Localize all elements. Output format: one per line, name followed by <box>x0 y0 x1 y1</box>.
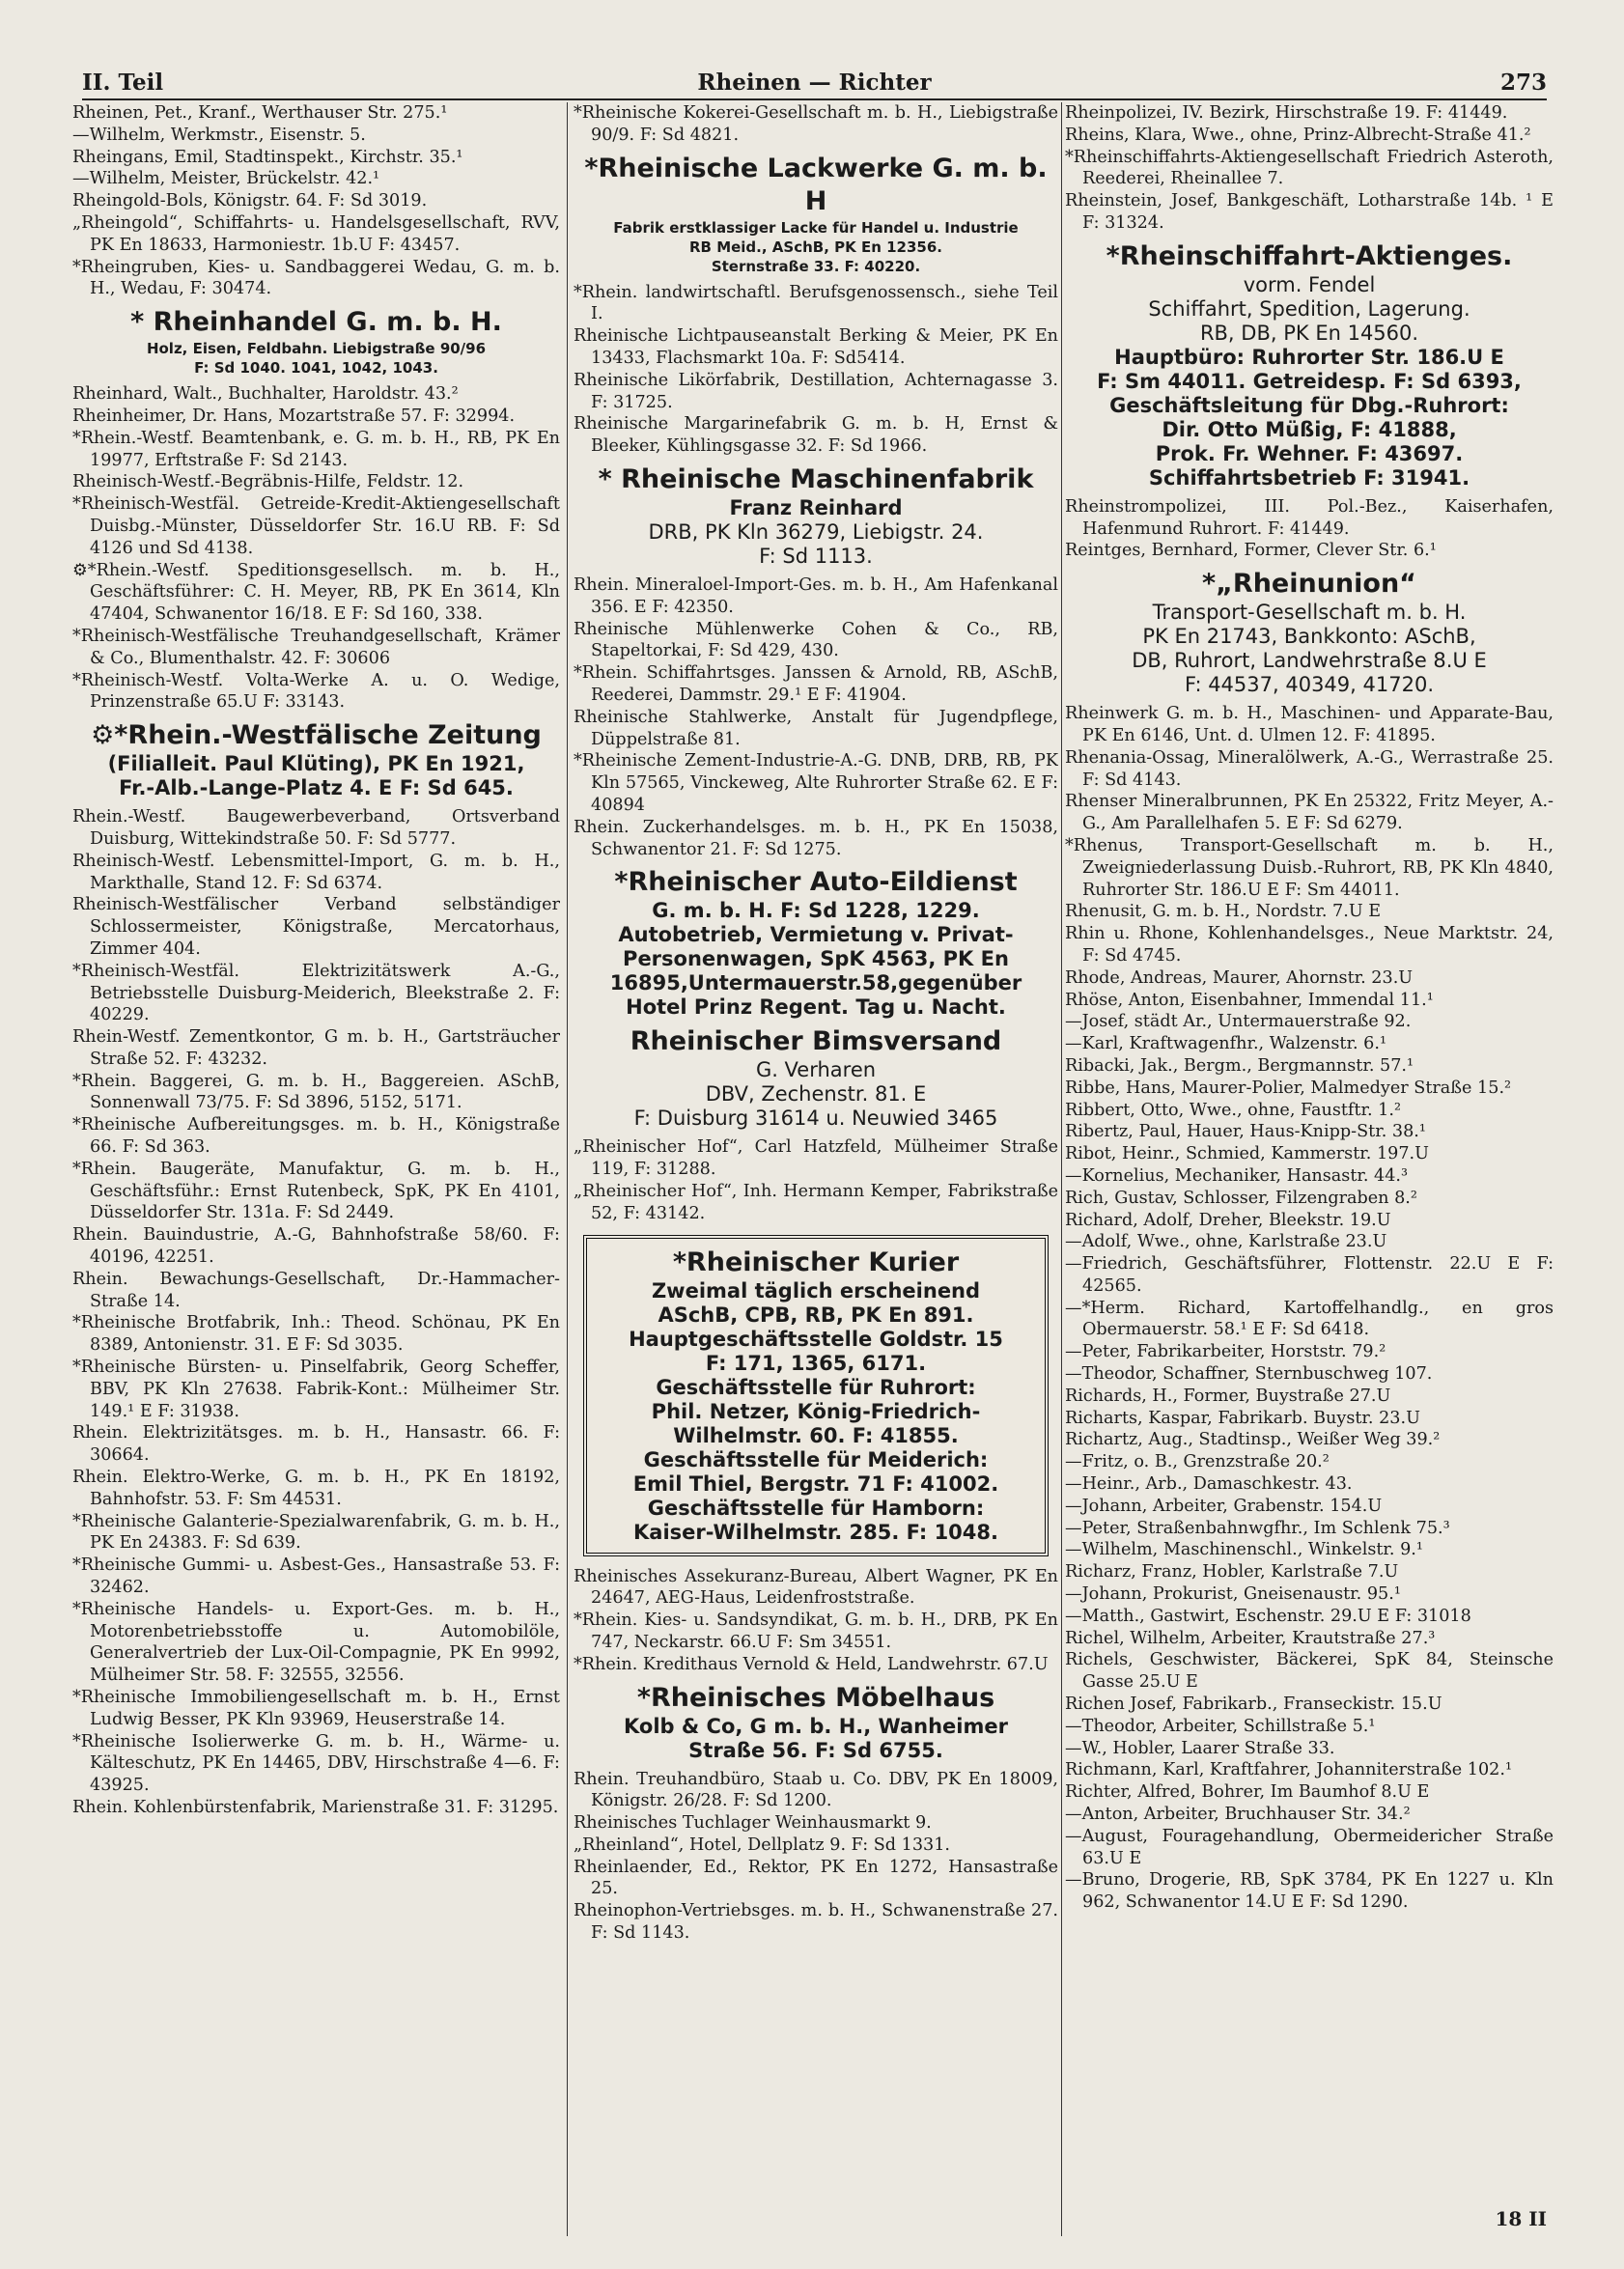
directory-entry: Richen Josef, Fabrikarb., Franseckistr. 15.U <box>1065 1695 1442 1715</box>
advertisement-line: Fabrik erstklassiger Lacke für Handel u. Industrie <box>613 218 1019 237</box>
advertisement <box>574 1682 1058 1763</box>
directory-entry: Rhein. Mineraloel-Import-Ges. m. b. H., Am Hafenkanal 356. E F: 42350. <box>574 574 1058 617</box>
advertisement-line: Schiffahrt, Spedition, Lagerung. <box>1148 296 1470 321</box>
directory-entry: *Rhein. Schiffahrtsges. Janssen & Arnold, RB, ASchB, Reederei, Dammstr. 29.¹ E F: 41904. <box>574 663 1058 705</box>
directory-entry: *Rheinische Handels- u. Export-Ges. m. b. H., Motorenbetriebsstoffe u. Automobilöle, Generalvertrieb der Lux-Oil-Compagnie, PK En 9992, Mülheimer Str. 58. F: 32555, 32556. <box>72 1599 560 1686</box>
page-header <box>82 64 1547 100</box>
advertisement <box>574 866 1058 1020</box>
directory-entry: Rheinstein, Josef, Bankgeschäft, Lotharstraße 14b. ¹ E F: 31324. <box>1065 191 1554 233</box>
directory-entry: Rhein. Elektrizitätsges. m. b. H., Hansastr. 66. F: 30664. <box>72 1423 560 1466</box>
directory-entry: *Rheinische Galanterie-Spezialwarenfabrik, G. m. b. H., PK En 24383. F: Sd 639. <box>72 1511 560 1554</box>
advertisement-line: F: Sd 1113. <box>759 544 873 568</box>
advertisement-line: Phil. Netzer, König-Friedrich- <box>651 1399 981 1423</box>
directory-entry: Rhein. Elektro-Werke, G. m. b. H., PK En 18192, Bahnhofstr. 53. F: Sm 44531. <box>72 1468 560 1509</box>
directory-entry: Rheinische Mühlenwerke Cohen & Co., RB, Stapeltorkai, F: Sd 429, 430. <box>574 619 1058 661</box>
directory-entry: „Rheinland“, Hotel, Dellplatz 9. F: Sd 1331. <box>574 1835 951 1855</box>
advertisement-line: G. m. b. H. F: Sd 1228, 1229. <box>652 899 980 923</box>
advertisement <box>574 463 1058 569</box>
signature-mark: 18 II <box>1495 2207 1547 2230</box>
boxed-advertisement <box>583 1235 1049 1556</box>
directory-entry: —*Herm. Richard, Kartoffelhandlg., en gros Obermauerstr. 58.¹ E F: Sd 6418. <box>1065 1298 1554 1340</box>
advertisement-title: Rheinischer Bimsversand <box>630 1026 1002 1057</box>
directory-entry: *Rhein.-Westf. Beamtenbank, e. G. m. b. H., RB, PK En 19977, Erftstraße F: Sd 2143. <box>72 428 560 470</box>
directory-entry: —Heinr., Arb., Damaschkestr. 43. <box>1065 1474 1353 1495</box>
directory-entry: Ribbe, Hans, Maurer-Polier, Malmedyer Straße 15.² <box>1065 1078 1512 1098</box>
directory-entry: *Rhein. Baggerei, G. m. b. H., Baggereien. ASchB, Sonnenwall 73/75. F: Sd 3896, 5152, 5171. <box>72 1071 560 1113</box>
advertisement-line: Hotel Prinz Regent. Tag u. Nacht. <box>626 995 1006 1020</box>
advertisement-line: Geschäftsstelle für Meiderich: <box>643 1447 989 1471</box>
column-divider <box>1061 102 1062 2236</box>
directory-entry: —Anton, Arbeiter, Bruchhauser Str. 34.² <box>1065 1805 1411 1825</box>
directory-entry: Rhein. Treuhandbüro, Staab u. Co. DBV, PK En 18009, Königstr. 26/28. F: Sd 1200. <box>574 1769 1058 1811</box>
advertisement-title: *Rheinische Lackwerke G. m. b. H <box>584 153 1048 216</box>
page-number: 273 <box>1499 70 1547 96</box>
directory-entry: Rheinisch-Westfälischer Verband selbständiger Schlossermeister, Königstraße, Mercatorhaus, Zimmer 404. <box>72 895 560 959</box>
advertisement-title: * Rheinische Maschinenfabrik <box>598 463 1034 494</box>
header-section: II. Teil <box>82 70 164 96</box>
directory-entry: Richels, Geschwister, Bäckerei, SpK 84, Steinsche Gasse 25.U E <box>1065 1650 1554 1693</box>
directory-entry: —Johann, Arbeiter, Grabenstr. 154.U <box>1065 1496 1383 1516</box>
directory-entry: —W., Hobler, Laarer Straße 33. <box>1065 1738 1335 1758</box>
directory-entry: Richter, Alfred, Bohrer, Im Baumhof 8.U E <box>1065 1782 1430 1803</box>
directory-entry: Rhenusit, G. m. b. H., Nordstr. 7.U E <box>1065 902 1382 922</box>
advertisement-line: Holz, Eisen, Feldbahn. Liebigstraße 90/96 <box>146 340 487 358</box>
advertisement-line: RB Meid., ASchB, PK En 12356. <box>688 238 942 256</box>
advertisement-line: Fr.-Alb.-Lange-Platz 4. E F: Sd 645. <box>119 776 514 800</box>
directory-entry: —Wilhelm, Maschinenschl., Winkelstr. 9.¹ <box>1065 1540 1423 1560</box>
advertisement-line: Kaiser-Wilhelmstr. 285. F: 1048. <box>633 1520 998 1544</box>
advertisement-line: 16895,Untermauerstr.58,gegenüber <box>609 971 1022 995</box>
directory-entry: Rhöse, Anton, Eisenbahner, Immendal 11.¹ <box>1065 990 1434 1010</box>
advertisement-line: Wilhelmstr. 60. F: 41855. <box>673 1423 959 1447</box>
advertisement <box>1065 568 1554 697</box>
advertisement-line: (Filialleit. Paul Klüting), PK En 1921, <box>107 752 525 776</box>
directory-entry: Rhein-Westf. Zementkontor, G m. b. H., Gartsträucher Straße 52. F: 43232. <box>72 1027 560 1069</box>
advertisement-title: ⚙*Rhein.-Westfälische Zeitung <box>91 720 542 751</box>
directory-entry: *Rhenus, Transport-Gesellschaft m. b. H., Zweigniederlassung Duisb.-Ruhrort, RB, PK Kln 4840, Ruhrorter Str. 186.U E F: Sm 44011. <box>1065 835 1554 900</box>
directory-entry: Richartz, Aug., Stadtinsp., Weißer Weg 39.² <box>1065 1430 1441 1450</box>
directory-entry: —Friedrich, Geschäftsführer, Flottenstr. 22.U E F: 42565. <box>1065 1254 1554 1296</box>
directory-entry: Rhenania-Ossag, Mineralölwerk, A.-G., Werrastraße 25. F: Sd 4143. <box>1065 747 1554 790</box>
directory-entry: *Rheinisch-Westfälische Treuhandgesellschaft, Krämer & Co., Blumenthalstr. 42. F: 30606 <box>72 626 560 668</box>
directory-entry: *Rheinische Bürsten- u. Pinselfabrik, Georg Scheffer, BBV, PK Kln 27638. Fabrik-Kont.: Mülheimer Str. 149.¹ E F: 31938. <box>72 1358 560 1421</box>
advertisement <box>72 306 560 378</box>
advertisement-line: Emil Thiel, Bergstr. 71 F: 41002. <box>632 1471 999 1496</box>
directory-entry: Rhein. Bewachungs-Gesellschaft, Dr.-Hammacher-Straße 14. <box>72 1269 560 1311</box>
advertisement-title: *Rheinschiffahrt-Aktienges. <box>1106 240 1513 271</box>
advertisement-line: F: 44537, 40349, 41720. <box>1185 673 1434 697</box>
advertisement-title: * Rheinhandel G. m. b. H. <box>130 307 502 338</box>
directory-entry: *Rhein. landwirtschaftl. Berufsgenossensch., siehe Teil I. <box>574 282 1058 324</box>
advertisement-line: DBV, Zechenstr. 81. E <box>705 1082 927 1106</box>
advertisement-line: Kolb & Co, G m. b. H., Wanheimer <box>624 1714 1008 1738</box>
advertisement-line: RB, DB, PK En 14560. <box>1199 321 1419 345</box>
directory-entry: Rheinlaender, Ed., Rektor, PK En 1272, Hansastraße 25. <box>574 1857 1058 1899</box>
advertisement-line: Straße 56. F: Sd 6755. <box>688 1738 943 1762</box>
advertisement-line: Zweimal täglich erscheinend <box>651 1278 981 1303</box>
advertisement-title: *Rheinisches Möbelhaus <box>636 1682 995 1713</box>
advertisement-line: Geschäftsleitung für Dbg.-Ruhrort: <box>1109 393 1509 417</box>
directory-entry: *Rheinische Aufbereitungsges. m. b. H., Königstraße 66. F: Sd 363. <box>72 1115 560 1158</box>
directory-entry: —Theodor, Schaffner, Sternbuschweg 107. <box>1065 1364 1433 1385</box>
directory-entry: *Rheinische Immobiliengesellschaft m. b. H., Ernst Ludwig Besser, PK Kln 93969, Heuserstraße 14. <box>72 1688 560 1729</box>
directory-entry: —Fritz, o. B., Grenzstraße 20.² <box>1065 1452 1330 1472</box>
directory-entry: Richards, H., Former, Buystraße 27.U <box>1065 1386 1391 1406</box>
directory-entry: Ribertz, Paul, Hauer, Haus-Knipp-Str. 38.¹ <box>1065 1122 1426 1142</box>
column-1 <box>72 102 560 2227</box>
directory-entry: —Wilhelm, Meister, Brückelstr. 42.¹ <box>72 169 380 189</box>
directory-entry: Richel, Wilhelm, Arbeiter, Krautstraße 27.³ <box>1065 1628 1436 1648</box>
directory-entry: Rhein.-Westf. Baugewerbeverband, Ortsverband Duisburg, Wittekindstraße 50. F: Sd 5777. <box>72 807 560 849</box>
directory-entry: „Rheingold“, Schiffahrts- u. Handelsgesellschaft, RVV, PK En 18633, Harmoniestr. 1b.U F: 43457. <box>72 212 560 255</box>
directory-entry: Rheinisch-Westf.-Begräbnis-Hilfe, Feldstr. 12. <box>72 472 464 492</box>
directory-entry: —Johann, Prokurist, Gneisenaustr. 95.¹ <box>1065 1584 1401 1605</box>
directory-entry: *Rhein. Kies- u. Sandsyndikat, G. m. b. H., DRB, PK En 747, Neckarstr. 66.U F: Sm 34551. <box>574 1611 1058 1652</box>
directory-entry: Rhode, Andreas, Maurer, Ahornstr. 23.U <box>1065 967 1414 988</box>
directory-entry: Rheinisch-Westf. Lebensmittel-Import, G. m. b. H., Markthalle, Stand 12. F: Sd 6374. <box>72 851 560 893</box>
directory-entry: „Rheinischer Hof“, Carl Hatzfeld, Mülheimer Straße 119, F: 31288. <box>574 1137 1058 1180</box>
column-3 <box>1065 102 1554 2227</box>
directory-entry: Rheinhard, Walt., Buchhalter, Haroldstr. 43.² <box>72 384 459 405</box>
directory-entry: Rhein. Kohlenbürstenfabrik, Marienstraße 31. F: 31295. <box>72 1797 559 1817</box>
advertisement-line: Hauptbüro: Ruhrorter Str. 186.U E <box>1114 345 1504 369</box>
directory-entry: *Rheinische Brotfabrik, Inh.: Theod. Schönau, PK En 8389, Antonienstr. 31. E F: Sd 3035. <box>72 1313 560 1356</box>
advertisement-line: F: Duisburg 31614 u. Neuwied 3465 <box>633 1106 998 1131</box>
advertisement-line: Autobetrieb, Vermietung v. Privat- <box>618 923 1014 947</box>
directory-entry: *Rheinschiffahrts-Aktiengesellschaft Friedrich Asteroth, Reederei, Rheinallee 7. <box>1065 147 1554 189</box>
advertisement <box>574 1025 1058 1131</box>
directory-entry: —Kornelius, Mechaniker, Hansastr. 44.³ <box>1065 1165 1409 1186</box>
directory-entry: Rheinpolizei, IV. Bezirk, Hirschstraße 19. F: 41449. <box>1065 103 1508 123</box>
advertisement-title: *Rheinischer Kurier <box>672 1247 960 1277</box>
directory-entry: Rheinische Likörfabrik, Destillation, Achternagasse 3. F: 31725. <box>574 370 1058 412</box>
directory-entry: Reintges, Bernhard, Former, Clever Str. 6.¹ <box>1065 541 1437 561</box>
advertisement-line: F: 171, 1365, 6171. <box>705 1351 927 1375</box>
directory-entry: *Rheinische Gummi- u. Asbest-Ges., Hansastraße 53. F: 32462. <box>72 1555 560 1598</box>
directory-entry: —Bruno, Drogerie, RB, SpK 3784, PK En 1227 u. Kln 962, Schwanentor 14.U E F: Sd 1290. <box>1065 1870 1554 1913</box>
advertisement-line: DB, Ruhrort, Landwehrstraße 8.U E <box>1132 649 1487 673</box>
directory-entry: *Rheinisch-Westfäl. Elektrizitätswerk A.-G., Betriebsstelle Duisburg-Meiderich, Bleekstraße 2. F: 40229. <box>72 961 560 1025</box>
advertisement-line: ASchB, CPB, RB, PK En 891. <box>658 1303 974 1327</box>
directory-entry: „Rheinischer Hof“, Inh. Hermann Kemper, Fabrikstraße 52, F: 43142. <box>574 1181 1058 1223</box>
directory-entry: Rheinisches Assekuranz-Bureau, Albert Wagner, PK En 24647, AEG-Haus, Leidenfroststraße. <box>574 1566 1058 1609</box>
directory-entry: Richarts, Kaspar, Fabrikarb. Buystr. 23.U <box>1065 1408 1420 1428</box>
directory-entry: Ribbert, Otto, Wwe., ohne, Faustftr. 1.² <box>1065 1100 1402 1120</box>
directory-entry: Rheingold-Bols, Königstr. 64. F: Sd 3019. <box>72 191 428 211</box>
advertisement-line: Transport-Gesellschaft m. b. H. <box>1152 601 1467 625</box>
column-2 <box>574 102 1058 2227</box>
advertisement-line: DRB, PK Kln 36279, Liebigstr. 24. <box>648 519 984 544</box>
advertisement-line: Hauptgeschäftsstelle Goldstr. 15 <box>629 1327 1003 1351</box>
advertisement-line: Geschäftsstelle für Hamborn: <box>647 1496 985 1520</box>
advertisement-line: Dir. Otto Müßig, F: 41888, <box>1162 417 1457 441</box>
directory-entry: *Rheinische Kokerei-Gesellschaft m. b. H., Liebigstraße 90/9. F: Sd 4821. <box>574 103 1058 145</box>
directory-entry: Rheins, Klara, Wwe., ohne, Prinz-Albrecht-Straße 41.² <box>1065 125 1531 145</box>
advertisement-line: Sternstraße 33. F: 40220. <box>711 257 921 275</box>
directory-entry: —Peter, Fabrikarbeiter, Horststr. 79.² <box>1065 1342 1386 1362</box>
directory-entry: Rheinisches Tuchlager Weinhausmarkt 9. <box>574 1813 932 1834</box>
directory-entry: *Rheinische Isolierwerke G. m. b. H., Wärme- u. Kälteschutz, PK En 14465, DBV, Hirschstraße 4—6. F: 43925. <box>72 1731 560 1796</box>
advertisement-title: *Rheinischer Auto-Eildienst <box>614 867 1018 898</box>
directory-entry: Rhin u. Rhone, Kohlenhandelsges., Neue Marktstr. 24, F: Sd 4745. <box>1065 924 1554 966</box>
column-divider <box>567 102 568 2236</box>
directory-entry: *Rhein. Kredithaus Vernold & Held, Landwehrstr. 67.U <box>574 1654 1049 1674</box>
directory-entry: *Rheinisch-Westf. Volta-Werke A. u. O. Wedige, Prinzenstraße 65.U F: 33143. <box>72 670 560 713</box>
advertisement-line: G. Verharen <box>755 1058 877 1082</box>
directory-entry: Rheinstrompolizei, III. Pol.-Bez., Kaiserhafen, Hafenmund Ruhrort. F: 41449. <box>1065 496 1554 539</box>
directory-entry: Rhenser Mineralbrunnen, PK En 25322, Fritz Meyer, A.-G., Am Parallelhafen 5. E F: Sd 6279. <box>1065 792 1554 834</box>
directory-entry: —Theodor, Arbeiter, Schillstraße 5.¹ <box>1065 1716 1376 1736</box>
directory-entry: Rheinheimer, Dr. Hans, Mozartstraße 57. F: 32994. <box>72 406 516 426</box>
directory-entry: —Karl, Kraftwagenfhr., Walzenstr. 6.¹ <box>1065 1034 1387 1054</box>
advertisement-line: Schiffahrtsbetrieb F: 31941. <box>1148 465 1470 490</box>
advertisement-line: Prok. Fr. Wehner. F: 43697. <box>1155 441 1464 465</box>
directory-entry: Rheinische Margarinefabrik G. m. b. H, Ernst & Bleeker, Kühlingsgasse 32. F: Sd 1966. <box>574 414 1058 457</box>
directory-entry: —Peter, Straßenbahnwgfhr., Im Schlenk 75.³ <box>1065 1518 1450 1538</box>
directory-entry: Ribacki, Jak., Bergm., Bergmannstr. 57.¹ <box>1065 1055 1414 1076</box>
directory-entry: Rheinwerk G. m. b. H., Maschinen- und Apparate-Bau, PK En 6146, Unt. d. Ulmen 12. F: 41895. <box>1065 704 1554 745</box>
directory-entry: Rich, Gustav, Schlosser, Filzengraben 8.² <box>1065 1188 1417 1208</box>
advertisement-line: F: Sd 1040. 1041, 1042, 1043. <box>194 359 438 378</box>
header-range: Rheinen — Richter <box>697 70 932 96</box>
advertisement <box>574 153 1058 276</box>
advertisement-line: Personenwagen, SpK 4563, PK En <box>623 947 1009 971</box>
directory-entry: Ribot, Heinr., Schmied, Kammerstr. 197.U <box>1065 1144 1429 1164</box>
directory-entry: —Wilhelm, Werkmstr., Eisenstr. 5. <box>72 125 366 145</box>
directory-entry: Richard, Adolf, Dreher, Bleekstr. 19.U <box>1065 1210 1391 1230</box>
directory-entry: Rheingans, Emil, Stadtinspekt., Kirchstr. 35.¹ <box>72 147 463 167</box>
directory-entry: Richarz, Franz, Hobler, Karlstraße 7.U <box>1065 1562 1399 1583</box>
directory-entry: ⚙*Rhein.-Westf. Speditionsgesellsch. m. b. H., Geschäftsführer: C. H. Meyer, RB, PK En 3614, Kln 47404, Schwanentor 16/18. E F: Sd 160, 338. <box>72 560 560 625</box>
directory-entry: *Rheinische Zement-Industrie-A.-G. DNB, DRB, RB, PK Kln 57565, Vinckeweg, Alte Ruhrorter Straße 62. E F: 40894 <box>574 751 1058 815</box>
directory-entry: —Adolf, Wwe., ohne, Karlstraße 23.U <box>1065 1232 1387 1252</box>
advertisement <box>72 719 560 800</box>
directory-entry: Rhein. Zuckerhandelsges. m. b. H., PK En 15038, Schwanentor 21. F: Sd 1275. <box>574 817 1058 859</box>
advertisement-line: vorm. Fendel <box>1243 272 1376 296</box>
directory-entry: Rhein. Bauindustrie, A.-G, Bahnhofstraße 58/60. F: 40196, 42251. <box>72 1225 560 1268</box>
directory-entry: Rheinophon-Vertriebsges. m. b. H., Schwanenstraße 27. F: Sd 1143. <box>574 1901 1058 1944</box>
directory-entry: —Josef, städt Ar., Untermauerstraße 92. <box>1065 1012 1412 1032</box>
directory-entry: Rheinische Lichtpauseanstalt Berking & Meier, PK En 13433, Flachsmarkt 10a. F: Sd5414. <box>574 326 1058 368</box>
directory-entry: Rheinische Stahlwerke, Anstalt für Jugendpflege, Düppelstraße 81. <box>574 707 1058 749</box>
advertisement-line: Franz Reinhard <box>729 495 903 519</box>
directory-entry: —August, Fouragehandlung, Obermeidericher Straße 63.U E <box>1065 1826 1554 1868</box>
directory-entry: *Rhein. Baugeräte, Manufaktur, G. m. b. H., Geschäftsführ.: Ernst Rutenbeck, SpK, PK En 4101, Düsseldorfer Str. 131a. F: Sd 2449. <box>72 1159 560 1223</box>
advertisement-title: *„Rheinunion“ <box>1202 569 1416 600</box>
directory-entry: *Rheinisch-Westfäl. Getreide-Kredit-Aktiengesellschaft Duisbg.-Münster, Düsseldorfer Str. 16.U RB. F: Sd 4126 und Sd 4138. <box>72 494 560 558</box>
advertisement <box>1065 240 1554 490</box>
directory-entry: *Rheingruben, Kies- u. Sandbaggerei Wedau, G. m. b. H., Wedau, F: 30474. <box>72 257 560 299</box>
directory-entry: Rheinen, Pet., Kranf., Werthauser Str. 275.¹ <box>72 103 448 123</box>
directory-entry: Richmann, Karl, Kraftfahrer, Johanniterstraße 102.¹ <box>1065 1760 1513 1780</box>
directory-entry: —Matth., Gastwirt, Eschenstr. 29.U E F: 31018 <box>1065 1606 1471 1626</box>
advertisement-line: PK En 21743, Bankkonto: ASchB, <box>1142 625 1476 649</box>
advertisement-line: Geschäftsstelle für Ruhrort: <box>656 1375 976 1399</box>
advertisement-line: F: Sm 44011. Getreidesp. F: Sd 6393, <box>1097 369 1522 393</box>
